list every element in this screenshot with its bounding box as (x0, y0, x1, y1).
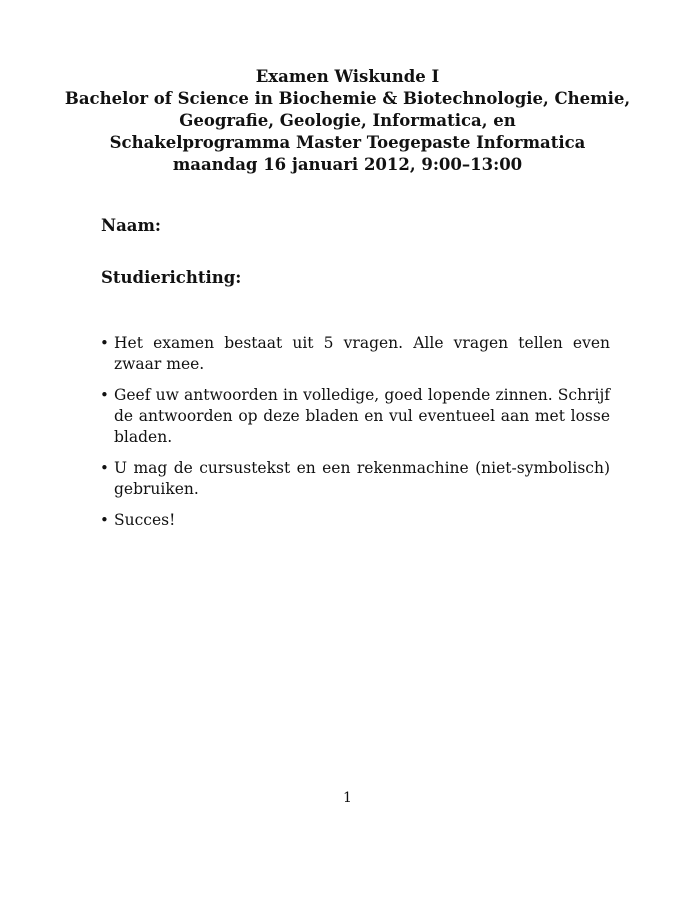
bullet-icon: • (100, 511, 109, 529)
list-item (100, 458, 610, 500)
instructions-list (100, 333, 610, 541)
list-item (100, 385, 610, 448)
bullet-icon: • (100, 386, 109, 404)
exam-programs-line-2: Geografie, Geologie, Informatica, en (179, 111, 516, 130)
exam-programs-line-1: Bachelor of Science in Biochemie & Biotechnologie, Chemie, (64, 89, 631, 108)
name-field-label: Naam: (101, 216, 162, 235)
list-item (100, 333, 610, 375)
exam-programs-line-3: Schakelprogramma Master Toegepaste Informatica (109, 133, 586, 152)
page-number: 1 (343, 790, 352, 806)
exam-date: maandag 16 januari 2012, 9:00–13:00 (172, 155, 523, 174)
instruction-text: Succes! (114, 511, 176, 529)
exam-title-block (0, 66, 695, 176)
exam-title: Examen Wiskunde I (255, 67, 440, 86)
bullet-icon: • (100, 334, 109, 352)
instruction-text: Geef uw antwoorden in volledige, goed lopende zinnen. Schrijf de antwoorden op deze bladen en vul eventueel aan met losse bladen. (114, 386, 610, 446)
instruction-text: U mag de cursustekst en een rekenmachine (niet-symbolisch) gebruiken. (114, 459, 610, 498)
list-item (100, 510, 610, 531)
instruction-text: Het examen bestaat uit 5 vragen. Alle vragen tellen even zwaar mee. (114, 334, 610, 373)
bullet-icon: • (100, 459, 109, 477)
study-program-field-label: Studierichting: (101, 268, 242, 287)
